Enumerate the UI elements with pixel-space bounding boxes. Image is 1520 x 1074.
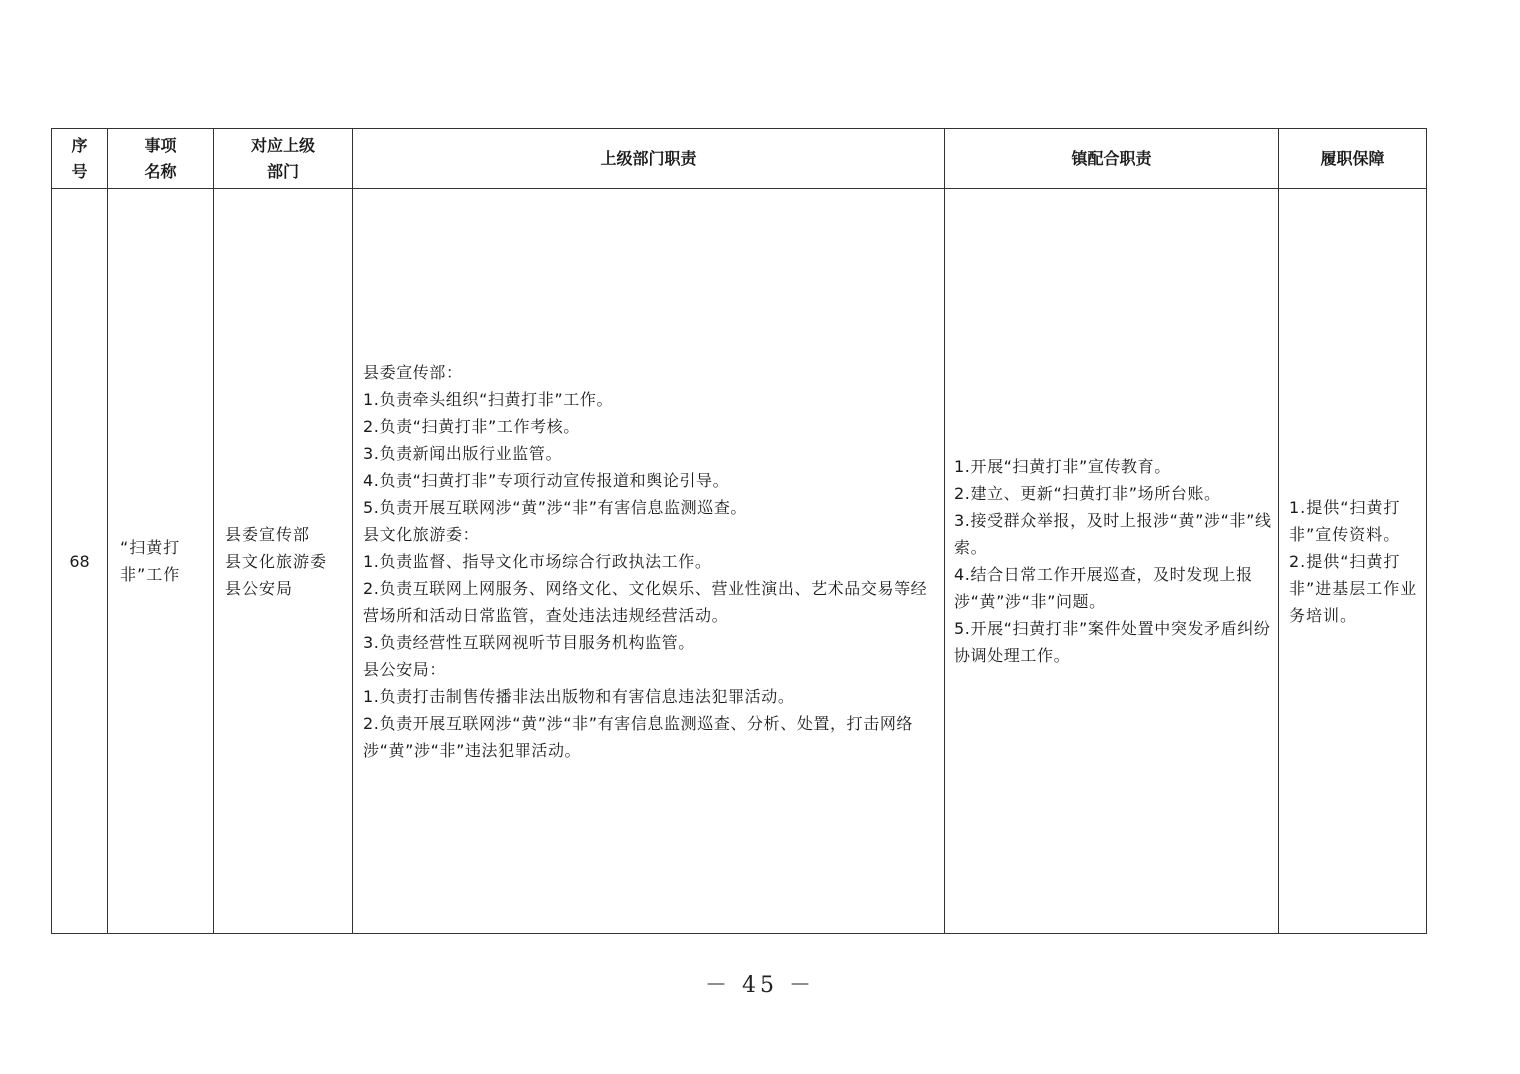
page-number: － 45 － [705, 973, 815, 998]
duty-line: 县公安局： [363, 659, 447, 679]
table-row [52, 189, 1427, 934]
header-dept-line-1: 对应上级 [250, 135, 315, 155]
duty-line: 2.负责开展互联网涉“黄”涉“非”有害信息监测巡查、分析、处置，打击网络涉“黄”涉“非”违法犯罪活动。 [363, 713, 914, 760]
row-number: 68 [52, 189, 108, 934]
header-dept-line-2: 部门 [266, 161, 299, 181]
duty-line: 2.负责“扫黄打非”工作考核。 [363, 416, 580, 436]
town-duty-line: 1.开展“扫黄打非”宣传教育。 [954, 457, 1171, 476]
town-duties [945, 189, 1279, 934]
department-item: 县委宣传部 [225, 524, 311, 544]
guarantee-line: 2.提供“扫黄打非”进基层工作业务培训。 [1289, 551, 1418, 625]
superior-duties [353, 189, 945, 934]
header-no-line-2: 号 [71, 161, 88, 181]
department-item: 县文化旅游委 [225, 551, 328, 571]
header-item-line-2: 名称 [144, 161, 177, 181]
town-duty-line: 5.开展“扫黄打非”案件处置中突发矛盾纠纷协调处理工作。 [954, 619, 1271, 665]
item-name: “扫黄打非”工作 [108, 189, 214, 934]
duty-line: 1.负责牵头组织“扫黄打非”工作。 [363, 389, 614, 409]
duty-line: 1.负责监督、指导文化市场综合行政执法工作。 [363, 551, 712, 571]
duty-line: 县委宣传部： [363, 362, 463, 382]
town-duty-line: 4.结合日常工作开展巡查，及时发现上报涉“黄”涉“非”问题。 [954, 565, 1253, 611]
header-no [52, 129, 108, 189]
duty-line: 县文化旅游委： [363, 524, 480, 544]
department-list [214, 189, 353, 934]
duty-table [51, 128, 1427, 934]
duty-line: 5.负责开展互联网涉“黄”涉“非”有害信息监测巡查。 [363, 497, 748, 517]
header-row [52, 129, 1427, 189]
duty-line: 1.负责打击制售传播非法出版物和有害信息违法犯罪活动。 [363, 686, 795, 706]
header-guarantee: 履职保障 [1279, 129, 1427, 189]
duty-line: 2.负责互联网上网服务、网络文化、文化娱乐、营业性演出、艺术品交易等经营场所和活动日常监管，查处违法违规经营活动。 [363, 578, 928, 625]
department-item: 县公安局 [225, 578, 294, 598]
duty-line: 3.负责新闻出版行业监管。 [363, 443, 563, 463]
header-town-duties: 镇配合职责 [945, 129, 1279, 189]
header-item-name [108, 129, 214, 189]
header-superior-duties: 上级部门职责 [353, 129, 945, 189]
header-no-line-1: 序 [71, 135, 88, 155]
guarantee-list [1279, 189, 1427, 934]
header-item-line-1: 事项 [144, 135, 177, 155]
header-department [214, 129, 353, 189]
guarantee-line: 1.提供“扫黄打非”宣传资料。 [1289, 497, 1401, 544]
duty-line: 4.负责“扫黄打非”专项行动宣传报道和舆论引导。 [363, 470, 730, 490]
town-duty-line: 2.建立、更新“扫黄打非”场所台账。 [954, 484, 1221, 503]
duty-line: 3.负责经营性互联网视听节目服务机构监管。 [363, 632, 695, 652]
town-duty-line: 3.接受群众举报，及时上报涉“黄”涉“非”线索。 [954, 511, 1272, 557]
